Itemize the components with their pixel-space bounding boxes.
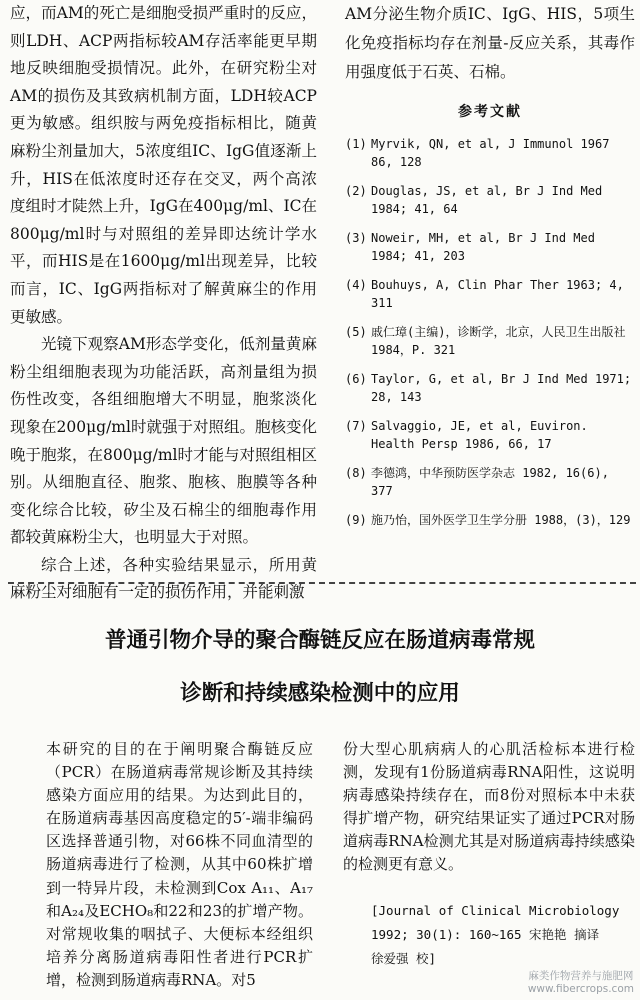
reference-list (345, 135, 635, 530)
article-title-line-2: 诊断和持续感染检测中的应用 (180, 681, 460, 706)
source-journal: [Journal of Clinical Microbiology (371, 902, 620, 918)
source-details: 1992; 30(1): 160~165 宋艳艳 摘译 (371, 926, 600, 942)
reference-item (345, 370, 635, 407)
reference-text: 施乃怡，国外医学卫生学分册 1988，(3)，129 (371, 512, 631, 527)
top-right-column (345, 0, 635, 539)
reference-item (345, 182, 635, 219)
reference-item (345, 323, 635, 360)
reference-text: 戚仁璋(主编)，诊断学，北京，人民卫生出版社 1984，P. 321 (371, 324, 626, 358)
source-reviewer: 徐爱强 校] (371, 950, 437, 966)
site-watermark (528, 970, 634, 996)
reference-text: Noweir, MH, et al, Br J Ind Med 1984; 41, 203 (371, 230, 595, 264)
reference-number: (3) (345, 230, 367, 245)
paragraph-summary: 综合上述，各种实验结果显示，所用黄麻粉尘对细胞有一定的损伤作用，并能刺激 (10, 555, 317, 602)
abstract-paragraph-continued: 份大型心肌病病人的心肌活检标本进行检测，发现有1份肠道病毒RNA阳性，这说明病毒感染持续存在，而8份对照标本中未获得扩增产物，研究结果证实了通过PCR对肠道病毒RNA检测尤其是对肠道病毒持续感染的检测更有意义。 (343, 740, 635, 874)
article-title-line-1: 普通引物介导的聚合酶链反应在肠道病毒常规 (104, 628, 535, 653)
reference-item (345, 135, 635, 172)
top-left-column (10, 0, 317, 607)
reference-text: 李德鸿，中华预防医学杂志 1982, 16(6), 377 (371, 465, 609, 499)
paragraph-continuation: 应，而AM的死亡是细胞受损严重时的反应，则LDH、ACP两指标较AM存活率能更早期地反映细胞受损情况。此外，在研究粉尘对AM的损伤及其致病机制方面，LDH较ACP更为敏感。组织胺与两免疫指标相比，随黄麻粉尘剂量加大，5浓度组IC、IgG值逐渐上升，HIS在低浓度时还存在交叉，两个高浓度组时才陡然上升，IgG在400μg/ml、IC在800μg/ml时与对照组的差异即达统计学水平，而HIS是在1600μg/ml出现差异，比较而言，IC、IgG两指标对了解黄麻尘的作用更敏感。 (10, 4, 317, 326)
reference-text: Taylor, G, et al, Br J Ind Med 1971; 28, 143 (371, 371, 632, 405)
references-heading: 参考文献 (458, 104, 522, 120)
section-divider (8, 582, 636, 584)
reference-item (345, 229, 635, 266)
reference-number: (7) (345, 418, 367, 433)
reference-text: Bouhuys, A, Clin Phar Ther 1963; 4, 311 (371, 277, 624, 311)
reference-number: (2) (345, 183, 367, 198)
reference-text: Myrvik, QN, et al, J Immunol 1967 86, 128 (371, 136, 610, 170)
abstract-left-column (46, 738, 313, 992)
reference-text: Salvaggio, JE, et al, Euviron. Health Persp 1986, 66, 17 (371, 418, 588, 452)
source-citation (343, 899, 635, 971)
reference-item (345, 276, 635, 313)
reference-number: (8) (345, 465, 367, 480)
reference-item (345, 511, 635, 530)
abstract-paragraph: 本研究的目的在于阐明聚合酶链反应（PCR）在肠道病毒常规诊断及其持续感染方面应用的结果。为达到此目的，在肠道病毒基因高度稳定的5′-端非编码区选择普通引物，对66株不同血清型的肠道病毒进行了检测，从其中60株扩增到一特异片段，未检测到Cox A₁₁、A₁₇和A₂₄及ECHO₈和22和23的扩增产物。对常规收集的咽拭子、大便标本经组织培养分离肠道病毒阳性者进行PCR扩增，检测到肠道病毒RNA。对5 (46, 740, 313, 989)
reference-text: Douglas, JS, et al, Br J Ind Med 1984; 41, 64 (371, 183, 603, 217)
reference-item (345, 464, 635, 501)
reference-number: (4) (345, 277, 367, 292)
reference-number: (1) (345, 136, 367, 151)
paragraph-conclusion: AM分泌生物介质IC、IgG、HIS，5项生化免疫指标均存在剂量-反应关系，其毒作用强度低于石英、石棉。 (345, 5, 635, 81)
reference-number: (9) (345, 512, 367, 527)
reference-number: (5) (345, 324, 367, 339)
reference-item (345, 417, 635, 454)
paragraph-microscopy: 光镜下观察AM形态学变化，低剂量黄麻粉尘组细胞表现为功能活跃，高剂量组为损伤性改变，各组细胞增大不明显，胞浆淡化现象在200μg/ml时就强于对照组。胞核变化晚于胞浆，在800μg/ml时才能与对照组相区别。从细胞直径、胞浆、胞核、胞膜等各种变化综合比较，矽尘及石棉尘的细胞毒作用都较黄麻粉尘大，也明显大于对照。 (10, 335, 317, 547)
reference-number: (6) (345, 371, 367, 386)
article-title (0, 614, 640, 720)
watermark-name: 麻类作物营养与施肥网 (528, 970, 634, 982)
watermark-url: www.fibercrops.com (527, 983, 634, 995)
abstract-right-column (343, 738, 635, 971)
